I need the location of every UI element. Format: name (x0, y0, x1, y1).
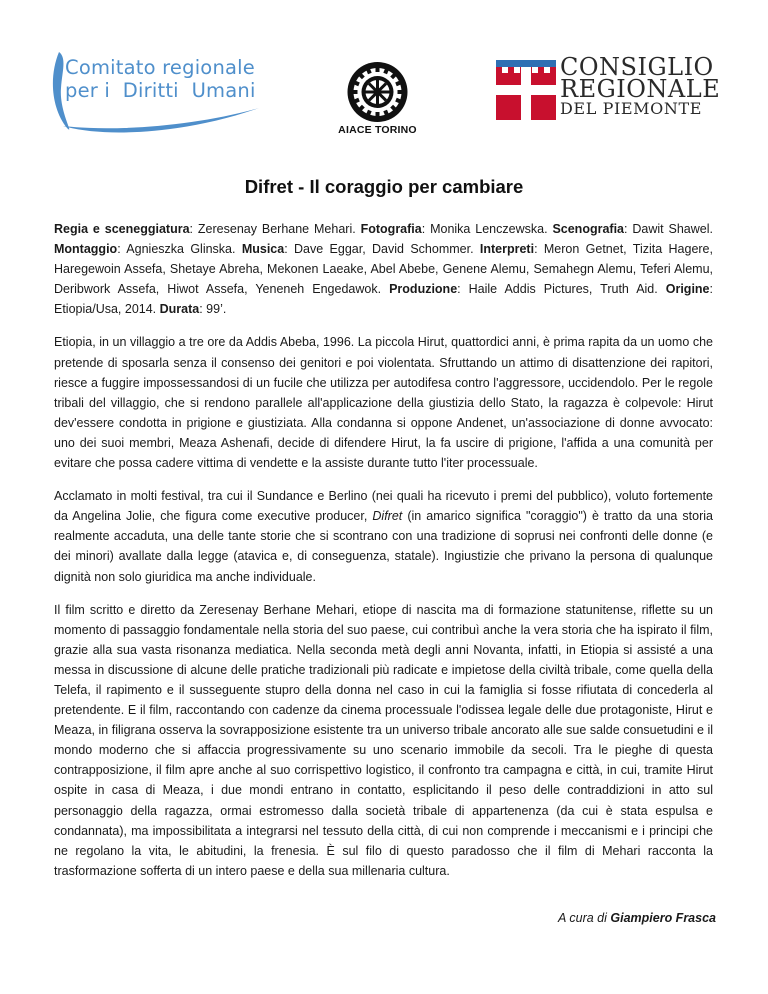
crdu-logo-line1: Comitato regionale (65, 56, 255, 79)
page-title: Difret - Il coraggio per cambiare (244, 176, 524, 197)
film-credits (54, 219, 713, 319)
article-body (54, 219, 713, 894)
crp-logo-line2: REGIONALE (560, 75, 721, 103)
crp-logo-line1: CONSIGLIO (560, 53, 714, 81)
credit-label: Fotografia (360, 222, 422, 236)
credit-label: Montaggio (54, 242, 118, 257)
film-title-italic: Difret (372, 509, 403, 524)
credit-label: Origine (665, 282, 710, 297)
paragraph-text: Acclamato in molti festival, tra cui il Sundance e Berlino (nei quali ha ricevuto i premi del pubblico), voluto fortemente da Angelina Jolie, che figura come executive producer, (54, 489, 713, 524)
credit-value: : Dawit Shawel. (624, 222, 713, 236)
crdu-logo (45, 46, 265, 136)
credit-label: Interpreti (479, 242, 535, 257)
credit-value: : Agnieszka Glinska. (117, 242, 242, 257)
aiace-logo (330, 60, 425, 138)
signature (558, 911, 716, 925)
credit-value: : Dave Eggar, David Schommer. (284, 242, 480, 257)
credit-label: Musica (241, 242, 285, 257)
credit-value: : Zeresenay Berhane Mehari. (189, 222, 361, 236)
signature-prefix: A cura di (558, 911, 611, 925)
credit-value: : Monika Lenczewska. (421, 222, 553, 236)
signature-author: Giampiero Frasca (610, 911, 716, 925)
credit-label: Produzione (389, 282, 458, 297)
credit-value: : Meron Getnet, Tizita Hagere, Haregewoin Assefa, Shetaye Abreha, Mekonen Laeake, Abel Abebe, Genene Alemu, Semahegn Alemu, Teferi Alemu, Deribwork Assefa, Hiwot Assefa, Yeneneh Engedawok. (54, 242, 713, 297)
header (0, 0, 768, 150)
credit-value: : Haile Addis Pictures, Truth Aid. (457, 282, 666, 297)
paragraph-text: (in amarico significa "coraggio") è tratto da una storia realmente accaduta, una delle tante storie che si scontrano con una tradizione di soprusi nei confronti delle donne (e dei minori) avallate dalla legge (atavica e, di conseguenza, statale). Ingiustizie che privano la persona di qualunque dignità non solo giuridica ma anche individuale. (54, 509, 714, 584)
crp-logo-line3: DEL PIEMONTE (560, 99, 703, 118)
aiace-logo-label: AIACE TORINO (338, 124, 417, 136)
synopsis-paragraph: Etiopia, in un villaggio a tre ore da Addis Abeba, 1996. La piccola Hirut, quattordici anni, è prima rapita da un uomo che pretende di sposarla senza il consenso dei genitori e poi violentata. Sfruttando un attimo di disattenzione dei rapitori, riesce a fuggire impossessandosi di un fucile che utilizza per autodifesa contro l'aggressore, uccidendolo. Per le regole tribali del villaggio, che si rendono parallele all'applicazione della giustizia dello Stato, la ragazza è colpevole: Hirut dev'essere condotta in prigione e giustiziata. Alla condanna si oppone Andenet, un'associazione di donne avvocato: uno dei suoi membri, Meaza Ashenafi, decide di difendere Hirut, la fa uscire di prigione, l'affida a una comunità per evitare che possa cadere vittima di vendette e la assiste durante tutto l'iter processuale. (54, 335, 713, 471)
credit-label: Scenografia (552, 222, 624, 236)
credit-label: Durata (159, 302, 200, 317)
analysis-paragraph: Il film scritto e diretto da Zeresenay Berhane Mehari, etiope di nascita ma di formazione statunitense, riflette su un momento di passaggio fondamentale nella storia del suo paese, cui contribuì anche la vera storia che ha ispirato il film, grazie alla sua vasta risonanza mediatica. Nella seconda metà degli anni Novanta, infatti, in Etiopia si assisté a una messa in discussione di alcune delle pratiche tradizionali più radicate e impietose della civiltà tribale, come quella della Telefa, il rapimento e il susseguente stupro della donna nel caso in cui la famiglia si fosse rifiutata di concederla al pretendente. E il film, raccontando con cadenze da cinema processuale l'odissea legale delle due protagoniste, Hirut e Meaza, in filigrana osserva la sovrapposizione esistente tra un universo tribale ancorato alle sue salde consuetudini e il mondo moderno che si affaccia progressivamente su uno scenario immobile da secoli. Tra le pieghe di questa contrapposizione, il film apre anche al suo corrispettivo logistico, il confronto tra campagna e città, in cui, tramite Hirut ospite in casa di Meaza, i due mondi entrano in contatto, esplicitando il peso delle contraddizioni in atto sul personaggio della ragazza, ormai estromesso dalla società tribale di appartenenza (da cui è stata espulsa e condannata), ma impossibilitata a integrarsi nel tessuto della città, di cui non comprende i meccanismi e i principi che ne regolano la vita, le abitudini, la frenesia. È sul filo di questo paradosso che il film di Mehari racconta la trasformazione sofferta di un intero paese e della sua millenaria cultura. (54, 602, 713, 878)
piemonte-flag-icon (496, 60, 556, 120)
film-reel-icon (330, 60, 425, 124)
credit-value: : 99’. (199, 302, 227, 317)
reception-paragraph (54, 486, 713, 586)
credit-value: : Etiopia/Usa, 2014. (54, 282, 713, 317)
crdu-logo-line2: per i Diritti Umani (65, 79, 256, 102)
consiglio-regionale-logo (496, 53, 736, 120)
credit-label: Regia e sceneggiatura (54, 222, 190, 236)
